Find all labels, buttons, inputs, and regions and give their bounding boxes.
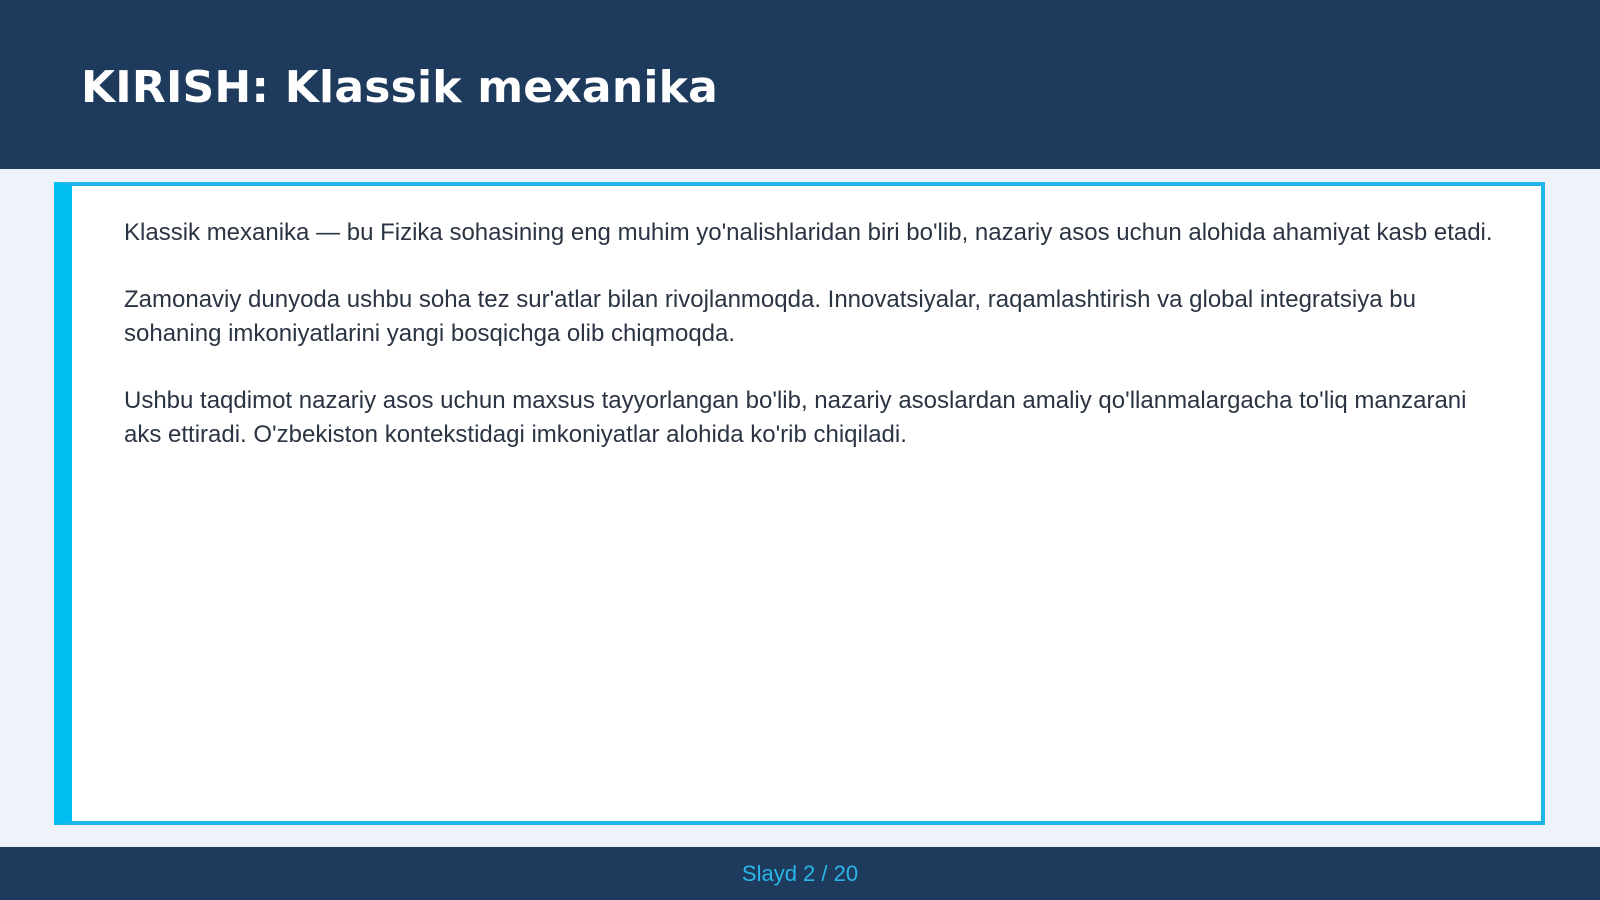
slide-footer: [0, 847, 1600, 900]
paragraph-presentation-scope: Ushbu taqdimot nazariy asos uchun maxsus tayyorlangan bo'lib, nazariy asoslardan amaliy qo'llanmalargacha to'liq manzarani aks ettiradi. O'zbekiston kontekstidagi imkoniyatlar alohida ko'rib chiqiladi.: [124, 387, 1467, 448]
content-text: [124, 216, 1504, 485]
slide-title: KIRISH: Klassik mexanika: [81, 62, 718, 113]
paragraph-intro: Klassik mexanika — bu Fizika sohasining eng muhim yo'nalishlaridan biri bo'lib, nazariy asos uchun alohida ahamiyat kasb etadi.: [124, 219, 1493, 246]
paragraph-modern-world: Zamonaviy dunyoda ushbu soha tez sur'atlar bilan rivojlanmoqda. Innovatsiyalar, raqamlashtirish va global integratsiya bu sohaning imkoniyatlarini yangi bosqichga olib chiqmoqda.: [124, 286, 1416, 347]
slide-number: Slayd 2 / 20: [741, 861, 859, 886]
slide-header: [0, 0, 1600, 169]
content-panel: [54, 182, 1545, 825]
